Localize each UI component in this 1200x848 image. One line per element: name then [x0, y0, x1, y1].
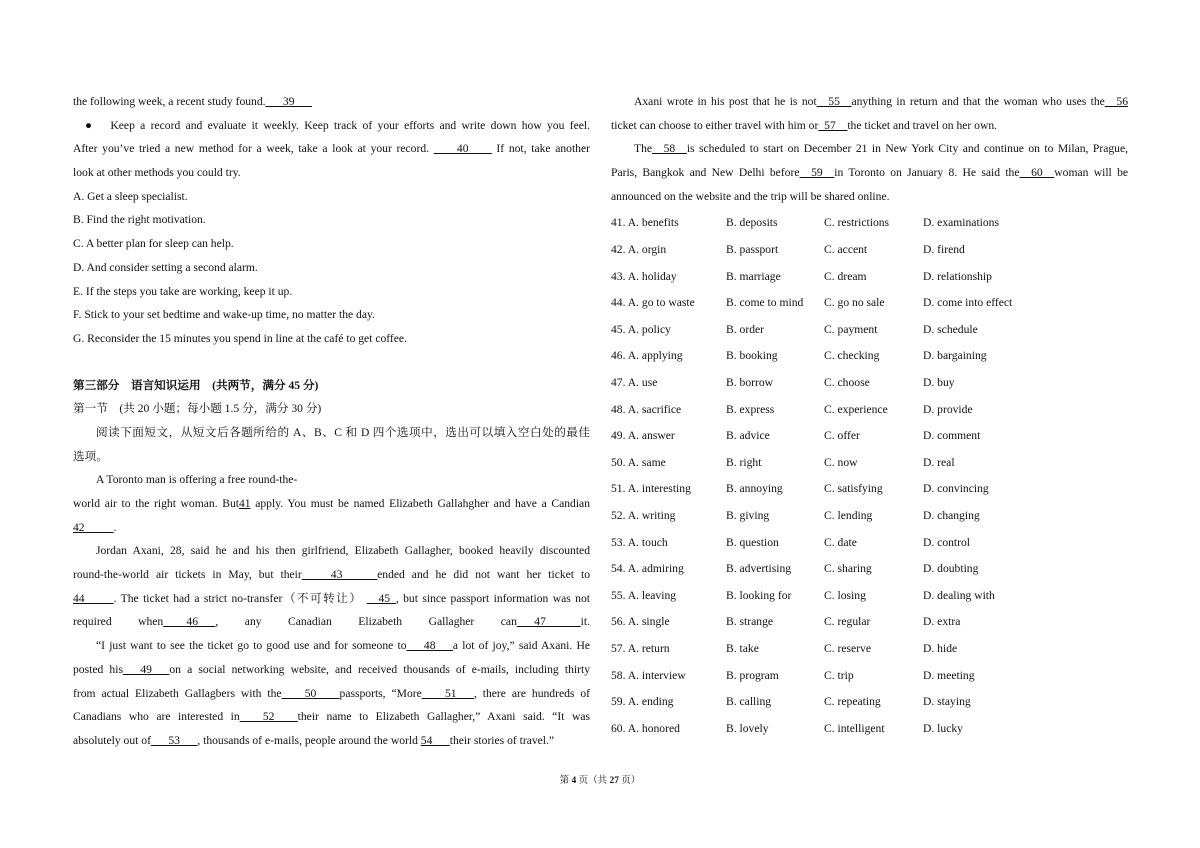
choice-row [611, 290, 1128, 317]
answer-options [73, 185, 590, 351]
choice-d: D. real [923, 455, 955, 469]
choice-row [611, 503, 1128, 530]
choice-b: B. looking for [726, 588, 792, 602]
choice-b: B. express [726, 402, 775, 416]
choice-d: D. hide [923, 641, 958, 655]
choice-c: C. trip [824, 668, 854, 682]
choice-a: 57. A. return [611, 641, 670, 655]
option-g: G. Reconsider the 15 minutes you spend in line at the café to get coffee. [73, 331, 407, 345]
choice-row [611, 716, 1128, 743]
choice-c: C. now [824, 455, 858, 469]
choice-d: D. firend [923, 243, 965, 257]
option-a: A. Get a sleep specialist. [73, 189, 188, 203]
choice-b: B. calling [726, 695, 772, 709]
choice-row [611, 370, 1128, 397]
choice-d: D. lucky [923, 721, 963, 735]
choice-a: 41. A. benefits [611, 216, 679, 230]
text-line: the following week, a recent study found.___39___ [73, 95, 312, 108]
choice-row [611, 530, 1128, 557]
choice-list [611, 210, 1128, 742]
choice-d: D. examinations [923, 216, 999, 230]
choice-row [611, 450, 1128, 477]
choice-a: 42. A. orgin [611, 243, 667, 257]
choice-d: D. dealing with [923, 588, 995, 602]
choice-c: C. date [824, 535, 857, 549]
section-title: 第一节 (共 20 小题；每小题 1.5 分，满分 30 分) [73, 402, 322, 416]
choice-c: C. dream [824, 269, 867, 283]
text-line: announced on the website and the trip will be shared online. [611, 189, 890, 203]
choice-c: C. repeating [824, 695, 881, 709]
choice-d: D. come into effect [923, 296, 1013, 310]
choice-b: B. strange [726, 615, 774, 629]
instruction: 阅读下面短文，从短文后各题所给的 A、B、C 和 D 四个选项中，选出可以填入空白处的最佳 [96, 425, 590, 439]
choice-c: C. losing [824, 588, 866, 602]
choice-row [611, 264, 1128, 291]
choice-a: 52. A. writing [611, 508, 676, 522]
choice-b: B. marriage [726, 269, 781, 283]
text-line: Axani wrote in his post that he is not__55__anything in return and that the woman who uses the__56 [634, 95, 1128, 108]
text-line: Paris, Bangkok and New Delhi before__59__in Toronto on January 8. He said the__60__woman will be [611, 166, 1128, 180]
choice-b: B. borrow [726, 376, 774, 389]
choice-b: B. question [726, 535, 779, 549]
choice-row [611, 583, 1128, 610]
choice-a: 44. A. go to waste [611, 296, 695, 310]
choice-c: C. offer [824, 429, 860, 443]
choice-row [611, 397, 1128, 424]
choice-a: 51. A. interesting [611, 482, 691, 496]
choice-c: C. choose [824, 376, 870, 389]
choice-d: D. doubting [923, 562, 979, 576]
choice-d: D. extra [923, 615, 961, 629]
choice-a: 46. A. applying [611, 349, 683, 363]
choice-row [611, 556, 1128, 583]
choice-d: D. bargaining [923, 349, 987, 363]
choice-b: B. annoying [726, 482, 783, 496]
choice-row [611, 609, 1128, 636]
choice-b: B. program [726, 668, 779, 682]
part-title: 第三部分 语言知识运用 (共两节，满分 45 分) [73, 378, 319, 392]
choice-d: D. relationship [923, 269, 992, 283]
choice-d: D. buy [923, 376, 955, 389]
choice-d: D. provide [923, 402, 973, 416]
choice-c: C. intelligent [824, 721, 885, 735]
choice-row [611, 317, 1128, 344]
choice-b: B. advertising [726, 562, 792, 576]
choice-b: B. booking [726, 349, 778, 363]
right-column [611, 90, 1128, 742]
choice-row [611, 636, 1128, 663]
choice-d: D. staying [923, 695, 971, 709]
choice-row [611, 210, 1128, 237]
text-line: After you’ve tried a new method for a week, take a look at your record. ____40____ If not, take another [73, 142, 590, 156]
cloze-passage: A Toronto man is offering a free round-the- world air to the right woman. But41 apply. You must be named Elizabeth Gallahgher and have a Candian 42_____. Jordan Axani, 28, said he and his then girlfriend, Elizabeth Gallagher, booked heavily discounted round-the-world air tickets in May, but their_____43______ended and he did not want her ticket to 44_____. The ticket had a strict no-transfer（不可转让） __45_, but since passport information was not required when____46___, any Canadian Elizabeth Gallagher can___47______it. “I just want to see the ticket go to good use and for someone to___48___a lot of joy,” said Axani. He posted his___49___on a social networking website, and received thousands of e-mails, including thirty from actual Elizabeth Gallagbers with the____50____passports, “More____51___, there are hundreds of Canadians who are interested in____52____their name to Elizabeth Gallagher,” Axani said. “It was absolutely out of___53___, thousands of e-mails, people around the world 54___their stories of travel.” [73, 473, 590, 747]
choice-a: 49. A. answer [611, 429, 675, 443]
choice-d: D. convincing [923, 482, 989, 496]
choice-a: 59. A. ending [611, 695, 674, 709]
choice-d: D. meeting [923, 668, 975, 682]
choice-a: 45. A. policy [611, 322, 671, 336]
choice-d: D. schedule [923, 322, 978, 336]
option-c: C. A better plan for sleep can help. [73, 237, 234, 251]
choice-b: B. passport [726, 243, 779, 257]
choice-c: C. restrictions [824, 216, 890, 230]
text-line: The__58__is scheduled to start on December 21 in New York City and continue on to Milan, Prague, [634, 142, 1128, 156]
choice-d: D. control [923, 535, 971, 549]
choice-b: B. giving [726, 508, 770, 522]
choice-b: B. come to mind [726, 296, 804, 310]
bullet-icon: ● [85, 118, 95, 132]
choice-a: 47. A. use [611, 376, 658, 389]
choice-a: 43. A. holiday [611, 269, 677, 283]
text-line: ticket can choose to either travel with him or_57__the ticket and travel on her own. [611, 118, 998, 132]
choice-d: D. changing [923, 508, 980, 522]
choice-a: 58. A. interview [611, 668, 686, 682]
choice-a: 55. A. leaving [611, 588, 677, 602]
choice-c: C. payment [824, 322, 878, 336]
choice-b: B. lovely [726, 721, 769, 735]
choice-b: B. deposits [726, 216, 778, 230]
option-e: E. If the steps you take are working, keep it up. [73, 284, 293, 298]
choice-row [611, 343, 1128, 370]
choice-b: B. advice [726, 429, 770, 443]
instruction-cont: 选项。 [73, 449, 108, 463]
choice-b: B. right [726, 455, 762, 469]
choice-c: C. go no sale [824, 296, 885, 310]
choice-a: 56. A. single [611, 615, 670, 629]
choice-c: C. checking [824, 349, 880, 363]
choice-a: 60. A. honored [611, 721, 680, 735]
option-d: D. And consider setting a second alarm. [73, 260, 258, 274]
left-column [73, 90, 590, 753]
choice-a: 54. A. admiring [611, 562, 684, 576]
page-footer: 第 4 页（共 27 页） [559, 776, 641, 786]
choice-c: C. lending [824, 508, 873, 522]
choice-a: 53. A. touch [611, 535, 668, 549]
option-b: B. Find the right motivation. [73, 213, 206, 227]
choice-row [611, 689, 1128, 716]
choice-c: C. experience [824, 402, 888, 416]
choice-row [611, 423, 1128, 450]
text-line: ● Keep a record and evaluate it weekly. Keep track of your efforts and write down how you feel. [85, 118, 590, 132]
choice-a: 48. A. sacrifice [611, 402, 682, 416]
option-f: F. Stick to your set bedtime and wake-up time, no matter the day. [73, 308, 375, 322]
choice-d: D. comment [923, 429, 981, 443]
choice-row [611, 663, 1128, 690]
choice-c: C. reserve [824, 641, 871, 655]
choice-row [611, 237, 1128, 264]
choice-a: 50. A. same [611, 455, 666, 469]
choice-b: B. order [726, 322, 764, 336]
text-line: look at other methods you could try. [73, 166, 241, 180]
choice-c: C. accent [824, 243, 868, 257]
choice-b: B. take [726, 641, 759, 655]
choice-c: C. satisfying [824, 482, 883, 496]
choice-row [611, 476, 1128, 503]
choice-c: C. sharing [824, 562, 872, 576]
choice-c: C. regular [824, 615, 871, 629]
